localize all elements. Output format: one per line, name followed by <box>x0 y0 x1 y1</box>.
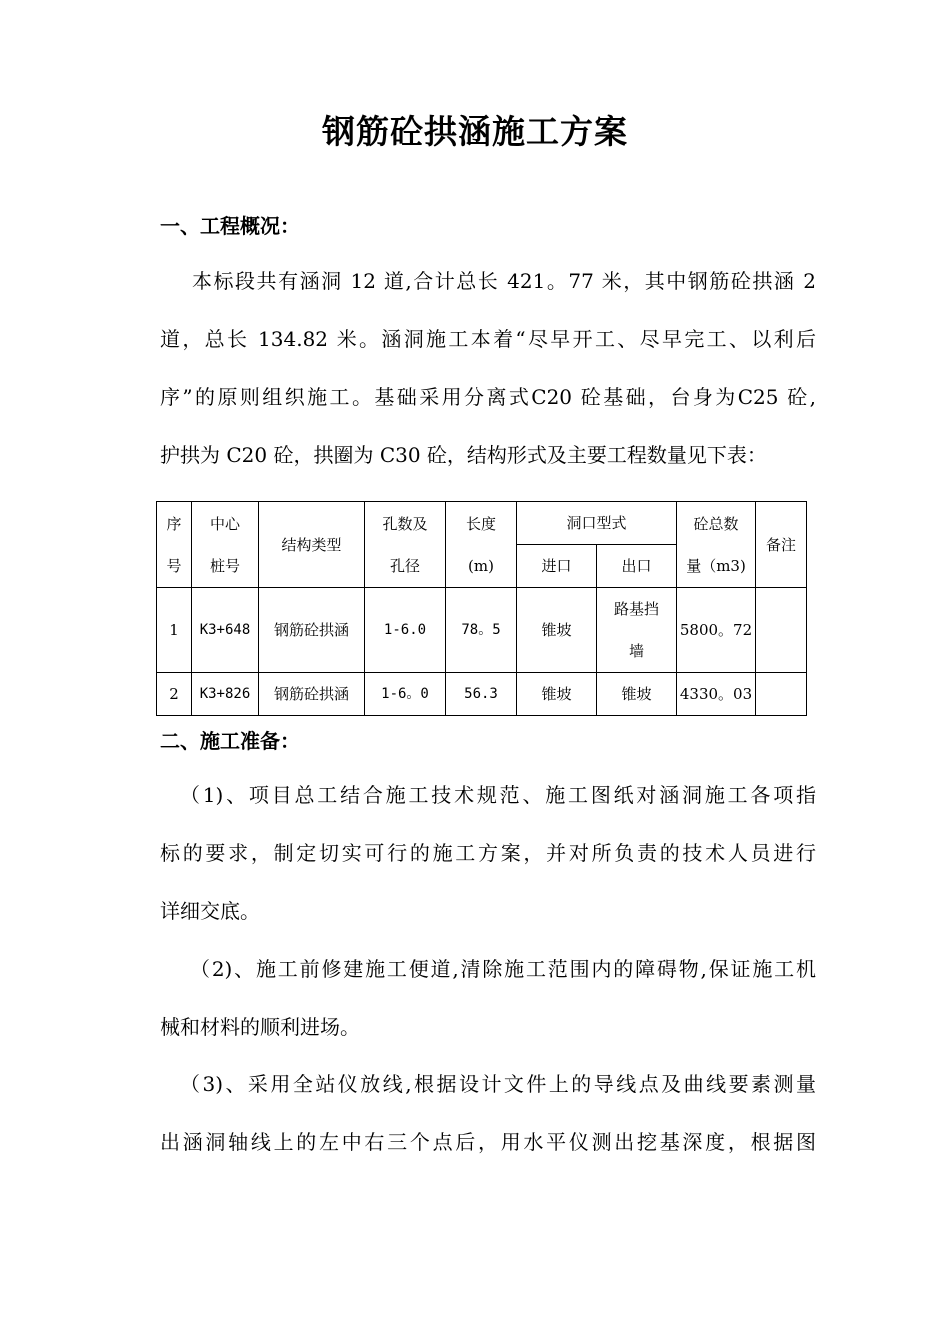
cell-length: 78。5 <box>446 588 517 673</box>
header-station: 中心 桩号 <box>192 502 259 588</box>
header-structure: 结构类型 <box>259 502 365 588</box>
header-portal: 洞口型式 <box>517 502 677 545</box>
quantity-table <box>156 501 807 716</box>
header-outlet: 出口 <box>597 545 677 588</box>
paragraph-line: （1)、项目总工结合施工技术规范、施工图纸对涵洞施工各项指 <box>180 783 816 807</box>
cell-remark <box>756 673 807 716</box>
cell-seq: 2 <box>157 673 192 716</box>
cell-concrete: 4330。03 <box>677 673 756 716</box>
paragraph-line: 道，总长 134.82 米。涵洞施工本着“尽早开工、尽早完工、以利后 <box>160 327 816 351</box>
section-heading-preparation: 二、施工准备： <box>160 729 300 753</box>
preparation-paragraph-1 <box>160 766 816 940</box>
paragraph-line: （2)、施工前修建施工便道,清除施工范围内的障碍物,保证施工机 <box>190 957 816 981</box>
paragraph-line: （3)、采用全站仪放线,根据设计文件上的导线点及曲线要素测量 <box>180 1072 816 1096</box>
table-row <box>157 588 807 673</box>
cell-outlet: 路基挡 墙 <box>597 588 677 673</box>
paragraph-line: 标的要求，制定切实可行的施工方案，并对所负责的技术人员进行 <box>160 841 816 865</box>
table-header-row <box>157 502 807 545</box>
paragraph-line: 序”的原则组织施工。基础采用分离式C20 砼基础，台身为C25 砼, <box>160 385 816 409</box>
cell-structure: 钢筋砼拱涵 <box>259 588 365 673</box>
cell-seq: 1 <box>157 588 192 673</box>
paragraph-line: 出涵洞轴线上的左中右三个点后，用水平仪测出挖基深度，根据图 <box>160 1130 816 1154</box>
cell-station: K3+648 <box>192 588 259 673</box>
cell-span: 1-6.0 <box>365 588 446 673</box>
cell-concrete: 5800。72 <box>677 588 756 673</box>
header-inlet: 进口 <box>517 545 597 588</box>
header-remark: 备注 <box>756 502 807 588</box>
cell-inlet: 锥坡 <box>517 588 597 673</box>
paragraph-line: 械和材料的顺利进场。 <box>160 1015 360 1039</box>
overview-paragraph <box>160 252 816 484</box>
paragraph-line: 护拱为 C20 砼，拱圈为 C30 砼，结构形式及主要工程数量见下表： <box>160 443 767 467</box>
table-row <box>157 673 807 716</box>
header-seq: 序 号 <box>157 502 192 588</box>
cell-span: 1-6。0 <box>365 673 446 716</box>
section-heading-overview: 一、工程概况： <box>160 214 300 238</box>
cell-inlet: 锥坡 <box>517 673 597 716</box>
cell-structure: 钢筋砼拱涵 <box>259 673 365 716</box>
cell-station: K3+826 <box>192 673 259 716</box>
header-length: 长度 (m) <box>446 502 517 588</box>
paragraph-line: 详细交底。 <box>160 899 260 923</box>
cell-remark <box>756 588 807 673</box>
header-concrete: 砼总数 量（m3) <box>677 502 756 588</box>
preparation-paragraph-2 <box>160 940 816 1056</box>
header-span: 孔数及 孔径 <box>365 502 446 588</box>
cell-outlet: 锥坡 <box>597 673 677 716</box>
document-title: 钢筋砼拱涵施工方案 <box>322 112 628 151</box>
cell-length: 56.3 <box>446 673 517 716</box>
paragraph-line: 本标段共有涵洞 12 道,合计总长 421。77 米，其中钢筋砼拱涵 2 <box>192 269 816 293</box>
preparation-paragraph-3 <box>160 1055 816 1171</box>
